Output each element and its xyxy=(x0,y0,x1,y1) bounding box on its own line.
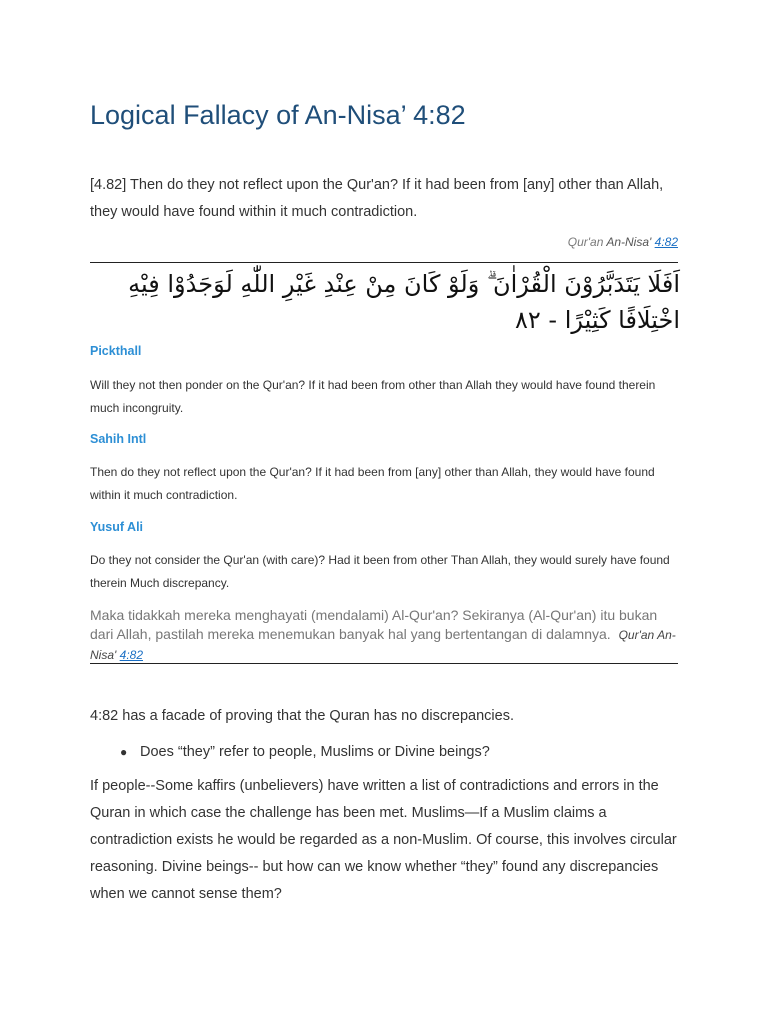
page-title: Logical Fallacy of An-Nisa’ 4:82 xyxy=(90,100,466,130)
inline-citation-ref-link[interactable]: 4:82 xyxy=(119,648,143,662)
citation-surah: An-Nisa' xyxy=(606,235,652,249)
bottom-divider xyxy=(90,663,678,664)
translator-name-yusuf-ali: Yusuf Ali xyxy=(90,520,144,534)
indonesian-text: Maka tidakkah mereka menghayati (mendalami) Al-Qur'an? Sekiranya (Al-Qur'an) itu bukan dari Allah, pastilah mereka menemukan banyak hal yang bertentangan di dalamnya. xyxy=(90,607,658,642)
body-paragraph-1: 4:82 has a facade of proving that the Quran has no discrepancies. xyxy=(90,708,514,724)
bullet-list-item xyxy=(120,740,490,764)
inline-citation-surah: An-Nisa' xyxy=(90,628,676,662)
body-paragraph-2: If people--Some kaffirs (unbelievers) have written a list of contradictions and errors in the Quran in which case the challenge has been met. Muslims—If a Muslim claims a contradiction exists he would be regarded as a non-Muslim. Of course, this involves circular reasoning. Divine beings-- but how can we know whether “they” found any discrepancies when we cannot sense them? xyxy=(90,778,677,902)
translator-name-sahih-intl: Sahih Intl xyxy=(90,432,147,446)
bullet-dot-icon: ● xyxy=(120,745,128,759)
inline-citation-label: Qur'an xyxy=(618,628,655,642)
translator-name-pickthall: Pickthall xyxy=(90,344,142,358)
top-divider xyxy=(90,262,678,263)
verse-citation xyxy=(568,235,678,249)
translation-sahih-intl: Then do they not reflect upon the Qur'an? If it had been from [any] other than Allah, they would have found within it much contradiction. xyxy=(90,465,655,502)
citation-label: Qur'an xyxy=(567,235,604,249)
translation-pickthall: Will they not then ponder on the Qur'an? If it had been from other than Allah they would have found therein much incongruity. xyxy=(90,378,656,415)
translation-yusuf-ali: Do they not consider the Qur'an (with care)? Had it been from other Than Allah, they would surely have found therein Much discrepancy. xyxy=(90,553,670,590)
arabic-verse: اَفَلَا يَتَدَبَّرُوْنَ الْقُرْاٰنَ ۗ وَلَوْ كَانَ مِنْ عِنْدِ غَيْرِ اللّٰهِ لَوَجَدُوْا فِيْهِ اخْتِلَافًا كَثِيْرًا - ٨٢ xyxy=(128,270,680,334)
indonesian-translation xyxy=(90,606,680,665)
intro-verse-text: [4.82] Then do they not reflect upon the Qur'an? If it had been from [any] other than Allah, they would have found within it much contradiction. xyxy=(90,177,664,220)
citation-ref-link[interactable]: 4:82 xyxy=(654,235,678,249)
bullet-text: Does “they” refer to people, Muslims or Divine beings? xyxy=(140,744,490,760)
